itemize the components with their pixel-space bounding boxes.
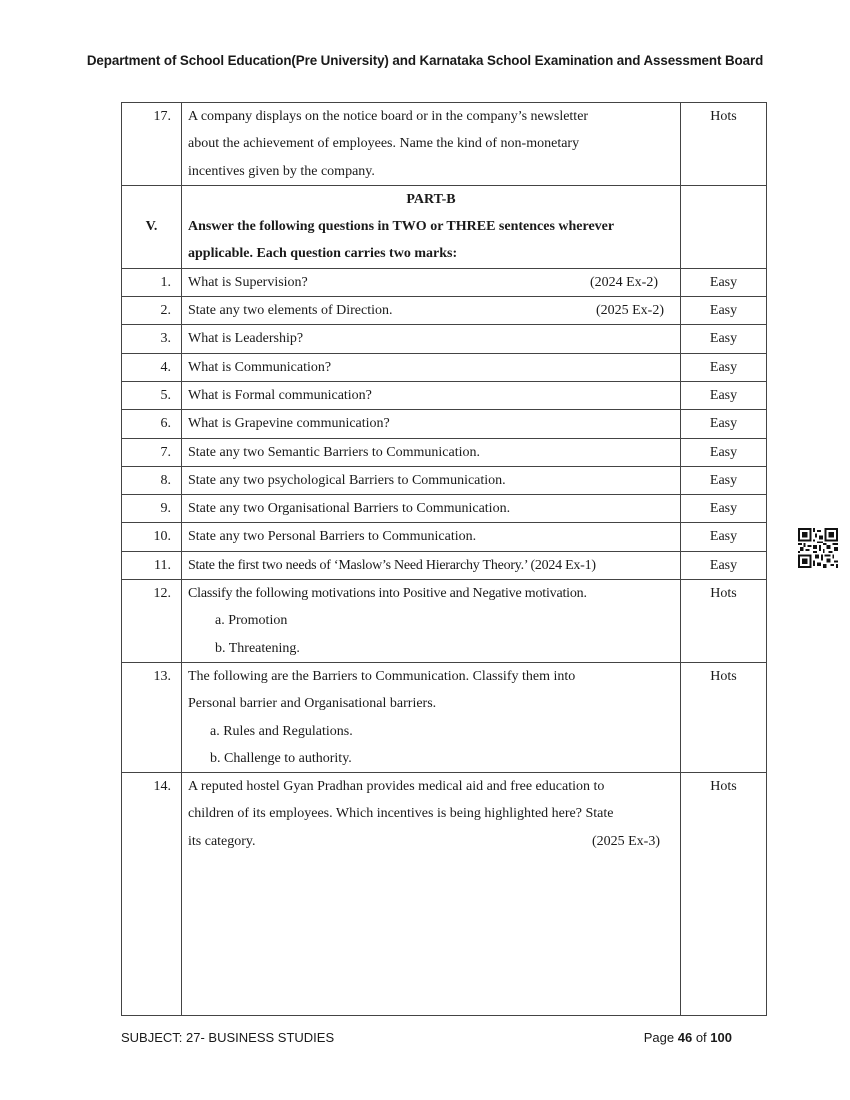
- question-number: 7.: [160, 444, 171, 460]
- exam-year-tag: (2025 Ex-3): [591, 833, 660, 849]
- table-row: [122, 297, 767, 325]
- question-text: What is Leadership?: [188, 331, 304, 347]
- qr-code-icon: [798, 528, 838, 568]
- option-item: a. Rules and Regulations.: [210, 723, 353, 739]
- question-text: Classify the following motivations into Positive and Negative motivation.: [188, 586, 587, 602]
- question-text-line: A company displays on the notice board or in the company’s newsletter: [188, 109, 589, 124]
- difficulty-level: Easy: [709, 529, 738, 545]
- exam-year-tag: (2024 Ex-2): [589, 274, 658, 290]
- question-number: 17.: [153, 109, 171, 124]
- table-row: [122, 410, 767, 438]
- difficulty-level: Easy: [709, 303, 738, 319]
- table-row: [122, 381, 767, 409]
- question-text-line: incentives given by the company.: [188, 163, 375, 179]
- question-text-line: about the achievement of employees. Name the kind of non-monetary: [188, 136, 580, 152]
- table-row: [122, 103, 767, 186]
- question-text: What is Formal communication?: [188, 387, 372, 403]
- question-text: State any two Semantic Barriers to Communication.: [188, 444, 480, 460]
- table-row: [122, 438, 767, 466]
- exam-year-tag: (2025 Ex-2): [595, 303, 664, 319]
- question-number: 5.: [160, 387, 171, 403]
- question-number: 11.: [154, 557, 171, 573]
- question-text-line: children of its employees. Which incentives is being highlighted here? State: [188, 806, 614, 822]
- section-title: PART-B: [406, 191, 456, 207]
- question-text-line: its category.: [188, 833, 256, 849]
- table-row: [122, 495, 767, 523]
- difficulty-level: Easy: [709, 274, 738, 290]
- question-text-line: A reputed hostel Gyan Pradhan provides medical aid and free education to: [188, 779, 605, 795]
- table-row: [122, 580, 767, 663]
- section-instruction: applicable. Each question carries two marks:: [188, 246, 458, 262]
- question-number: 8.: [160, 472, 171, 488]
- question-text: State any two Personal Barriers to Communication.: [188, 529, 477, 545]
- question-text: What is Grapevine communication?: [188, 416, 390, 432]
- section-number: V.: [145, 219, 158, 235]
- difficulty-level: Hots: [710, 779, 737, 795]
- table-row: [122, 551, 767, 579]
- question-text: What is Supervision?: [188, 274, 308, 290]
- table-row: [122, 353, 767, 381]
- footer-subject: SUBJECT: 27- BUSINESS STUDIES: [121, 1030, 335, 1045]
- option-item: a. Promotion: [215, 613, 288, 629]
- question-text: State any two elements of Direction.: [188, 303, 393, 319]
- difficulty-level: Hots: [710, 668, 737, 684]
- option-item: b. Challenge to authority.: [210, 750, 352, 766]
- difficulty-level: Easy: [709, 557, 738, 573]
- page-header: Department of School Education(Pre University) and Karnataka School Examination and Assessment Board: [86, 53, 764, 68]
- table-row: [122, 523, 767, 551]
- question-text: State any two Organisational Barriers to Communication.: [188, 501, 511, 517]
- difficulty-level: Easy: [709, 331, 738, 347]
- difficulty-level: Easy: [709, 472, 738, 488]
- question-text: State any two psychological Barriers to Communication.: [188, 472, 506, 488]
- question-number: 3.: [160, 331, 171, 347]
- question-text: What is Communication?: [188, 359, 332, 375]
- table-row: [122, 268, 767, 296]
- difficulty-level: Easy: [709, 387, 738, 403]
- question-table: [121, 102, 767, 1016]
- question-text-line: The following are the Barriers to Communication. Classify them into: [188, 668, 576, 684]
- table-row: [122, 466, 767, 494]
- difficulty-level: Hots: [710, 109, 737, 124]
- question-number: 13.: [153, 668, 171, 684]
- question-number: 9.: [160, 501, 171, 517]
- question-number: 6.: [160, 416, 171, 432]
- difficulty-level: Easy: [709, 501, 738, 517]
- difficulty-level: Easy: [709, 416, 738, 432]
- table-row: [122, 773, 767, 1016]
- question-text-line: Personal barrier and Organisational barriers.: [188, 696, 437, 712]
- question-number: 4.: [160, 359, 171, 375]
- question-number: 10.: [153, 529, 171, 545]
- difficulty-level: Easy: [709, 359, 738, 375]
- question-text: State the first two needs of ‘Maslow’s Need Hierarchy Theory.’ (2024 Ex-1): [188, 557, 596, 573]
- section-instruction: Answer the following questions in TWO or THREE sentences wherever: [188, 219, 615, 235]
- question-number: 12.: [153, 586, 171, 602]
- difficulty-level: Hots: [710, 586, 737, 602]
- question-number: 1.: [160, 274, 171, 290]
- question-number: 14.: [153, 779, 171, 795]
- question-number: 2.: [160, 303, 171, 319]
- table-row: [122, 325, 767, 353]
- section-header-row: [122, 185, 767, 268]
- difficulty-level: Easy: [709, 444, 738, 460]
- footer-page-number: Page 46 of 100: [643, 1030, 732, 1045]
- option-item: b. Threatening.: [215, 640, 300, 656]
- table-row: [122, 662, 767, 772]
